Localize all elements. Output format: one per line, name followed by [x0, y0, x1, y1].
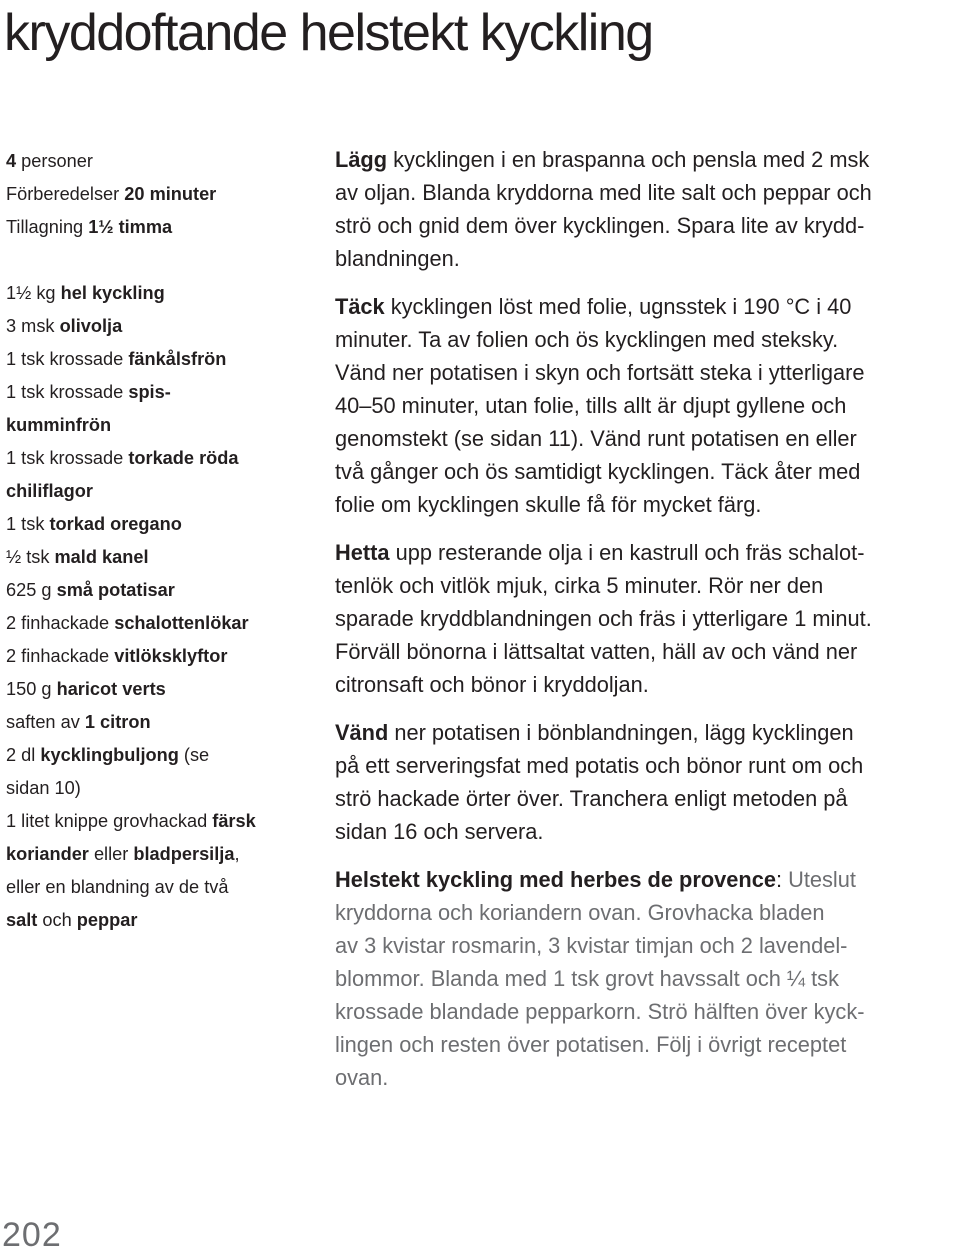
recipe-variant [335, 863, 959, 1094]
step-line [335, 668, 959, 701]
ingredient-text: olivolja [59, 316, 123, 336]
ingredient-text: koriander [6, 844, 89, 864]
step-line [335, 323, 959, 356]
step-line [335, 176, 959, 209]
variant-line [335, 896, 959, 929]
variant-line-text: Uteslut [782, 867, 856, 892]
ingredient-text: torkade röda [128, 448, 239, 468]
step-line-text: sparade kryddblandningen och fräs i ytterligare 1 minut. [335, 606, 872, 631]
ingredients-column [6, 145, 324, 970]
ingredient-item [6, 706, 324, 739]
ingredient-text: 1 tsk [6, 514, 50, 534]
step-line-text: av oljan. Blanda kryddorna med lite salt och peppar och [335, 180, 872, 205]
step-line-text: Vänd ner potatisen i skyn och fortsätt steka i ytterligare [335, 360, 865, 385]
ingredient-text: 2 finhackade [6, 613, 115, 633]
variant-line-text: blommor. Blanda med 1 tsk grovt havssalt och ¼ tsk [335, 966, 839, 991]
step-line [335, 488, 959, 521]
ingredient-text: 1 tsk krossade [6, 349, 129, 369]
ingredient-item [6, 376, 324, 409]
variant-line-text: av 3 kvistar rosmarin, 3 kvistar timjan och 2 lavendel- [335, 933, 848, 958]
ingredient-text: hel kyckling [60, 283, 165, 303]
step-text [335, 290, 959, 521]
method-steps [335, 143, 959, 848]
ingredient-text: spis- [128, 382, 171, 402]
ingredient-item [6, 508, 324, 541]
step-line [335, 455, 959, 488]
step-line-text: sidan 16 och servera. [335, 819, 544, 844]
step-line-text: genomstekt (se sidan 11). Vänd runt potatisen en eller [335, 426, 857, 451]
ingredient-item [6, 640, 324, 673]
step-line-text: folie om kycklingen skulle få för mycket färg. [335, 492, 762, 517]
variant-title: Helstekt kyckling med herbes de provence [335, 867, 776, 892]
recipe-info [6, 145, 324, 244]
ingredient-text: små potatisar [56, 580, 175, 600]
ingredient-item [6, 409, 324, 442]
ingredient-text: 625 g [6, 580, 57, 600]
ingredient-item [6, 607, 324, 640]
ingredient-text: eller en blandning av de två [6, 877, 229, 897]
step-line [335, 749, 959, 782]
ingredient-text: schalottenlökar [114, 613, 249, 633]
ingredient-text: 4 [6, 151, 17, 171]
ingredient-text: personer [16, 151, 93, 171]
ingredient-text: , [234, 844, 240, 864]
variant-line [335, 995, 959, 1028]
ingredient-item [6, 739, 324, 772]
variant-line [335, 929, 959, 962]
step-line-text: kycklingen i en braspanna och pensla med 2 msk [387, 147, 870, 172]
ingredient-text: haricot verts [56, 679, 166, 699]
ingredient-item [6, 442, 324, 475]
ingredient-text: chiliflagor [6, 481, 93, 501]
step-line [335, 716, 959, 749]
step-line [335, 290, 959, 323]
step-line-text: två gånger och ös samtidigt kycklingen. Täck åter med [335, 459, 861, 484]
variant-line-text: kryddorna och koriandern ovan. Grovhacka bladen [335, 900, 825, 925]
ingredient-text: Förberedelser [6, 184, 125, 204]
ingredient-text: kumminfrön [6, 415, 112, 435]
variant-line-text: krossade blandade pepparkorn. Strö hälften över kyck- [335, 999, 865, 1024]
step-line [335, 356, 959, 389]
variant-colon: : [775, 867, 783, 892]
variant-line [335, 1061, 959, 1094]
step-line [335, 815, 959, 848]
ingredient-text: (se [178, 745, 210, 765]
ingredient-item [6, 838, 324, 871]
ingredient-item [6, 541, 324, 574]
ingredient-text: salt [6, 910, 38, 930]
method-step [335, 716, 959, 848]
ingredient-item [6, 343, 324, 376]
step-text [335, 536, 959, 701]
ingredient-text: eller [88, 844, 134, 864]
ingredient-text: 20 minuter [124, 184, 217, 204]
step-line-text: ner potatisen i bönblandningen, lägg kycklingen [388, 720, 854, 745]
variant-text [335, 863, 959, 1094]
step-lead: Lägg [335, 147, 388, 172]
step-line [335, 143, 959, 176]
info-line [6, 145, 324, 178]
step-line-text: 40–50 minuter, utan folie, tills allt är djupt gyllene och [335, 393, 847, 418]
step-line [335, 242, 959, 275]
ingredient-text: färsk [212, 811, 256, 831]
method-column [335, 143, 959, 1109]
ingredient-item [6, 871, 324, 904]
step-line-text: tenlök och vitlök mjuk, cirka 5 minuter. Rör ner den [335, 573, 824, 598]
ingredient-item [6, 772, 324, 805]
ingredient-text: 2 dl [6, 745, 41, 765]
step-line-text: strö hackade örter över. Tranchera enligt metoden på [335, 786, 848, 811]
ingredient-list [6, 277, 324, 937]
step-line [335, 635, 959, 668]
ingredient-text: peppar [76, 910, 138, 930]
info-line [6, 211, 324, 244]
step-text [335, 716, 959, 848]
ingredient-text: bladpersilja [133, 844, 235, 864]
variant-line-text: ovan. [335, 1065, 389, 1090]
ingredient-text: 1 citron [84, 712, 151, 732]
method-step [335, 290, 959, 521]
ingredient-item [6, 904, 324, 937]
variant-line-text: lingen och resten över potatisen. Följ i övrigt receptet [335, 1032, 847, 1057]
step-line [335, 422, 959, 455]
ingredient-text: saften av [6, 712, 85, 732]
step-lead: Hetta [335, 540, 390, 565]
step-line [335, 782, 959, 815]
ingredient-text: 1½ timma [88, 217, 173, 237]
step-line [335, 569, 959, 602]
step-line-text: minuter. Ta av folien och ös kycklingen med steksky. [335, 327, 839, 352]
ingredient-text: ½ tsk [6, 547, 55, 567]
step-lead: Täck [335, 294, 385, 319]
step-line [335, 536, 959, 569]
step-lead: Vänd [335, 720, 389, 745]
ingredient-text: Tillagning [6, 217, 89, 237]
variant-line [335, 863, 959, 896]
ingredient-text: 2 finhackade [6, 646, 115, 666]
step-line-text: upp resterande olja i en kastrull och fräs schalot- [389, 540, 865, 565]
page-title: kryddoftande helstekt kyckling [4, 4, 653, 62]
ingredient-item [6, 310, 324, 343]
step-line-text: Förväll bönorna i lättsaltat vatten, häll av och vänd ner [335, 639, 858, 664]
ingredient-text: fänkålsfrön [128, 349, 227, 369]
ingredient-item [6, 475, 324, 508]
step-line [335, 389, 959, 422]
ingredient-text: vitlöksklyftor [114, 646, 228, 666]
step-line-text: blandningen. [335, 246, 460, 271]
ingredient-text: 1 tsk krossade [6, 448, 129, 468]
method-step [335, 536, 959, 701]
ingredient-text: 1 litet knippe grovhackad [6, 811, 213, 831]
info-line [6, 178, 324, 211]
ingredient-text: 1 tsk krossade [6, 382, 129, 402]
page-number: 202 [2, 1216, 62, 1254]
step-text [335, 143, 959, 275]
ingredient-item [6, 673, 324, 706]
step-line-text: på ett serveringsfat med potatis och bönor runt om och [335, 753, 864, 778]
ingredient-text: torkad oregano [49, 514, 182, 534]
method-step [335, 143, 959, 275]
ingredient-item [6, 805, 324, 838]
ingredient-item [6, 277, 324, 310]
ingredient-text: sidan 10) [6, 778, 81, 798]
ingredient-item [6, 574, 324, 607]
step-line [335, 209, 959, 242]
ingredient-text: kycklingbuljong [40, 745, 179, 765]
variant-line [335, 1028, 959, 1061]
step-line [335, 602, 959, 635]
step-line-text: strö och gnid dem över kycklingen. Spara lite av krydd- [335, 213, 865, 238]
ingredient-text: 1½ kg [6, 283, 61, 303]
step-line-text: kycklingen löst med folie, ugnsstek i 190 °C i 40 [384, 294, 852, 319]
ingredient-text: och [37, 910, 77, 930]
ingredient-text: 3 msk [6, 316, 60, 336]
variant-line [335, 962, 959, 995]
step-line-text: citronsaft och bönor i kryddoljan. [335, 672, 649, 697]
ingredient-text: mald kanel [54, 547, 149, 567]
ingredient-text: 150 g [6, 679, 57, 699]
